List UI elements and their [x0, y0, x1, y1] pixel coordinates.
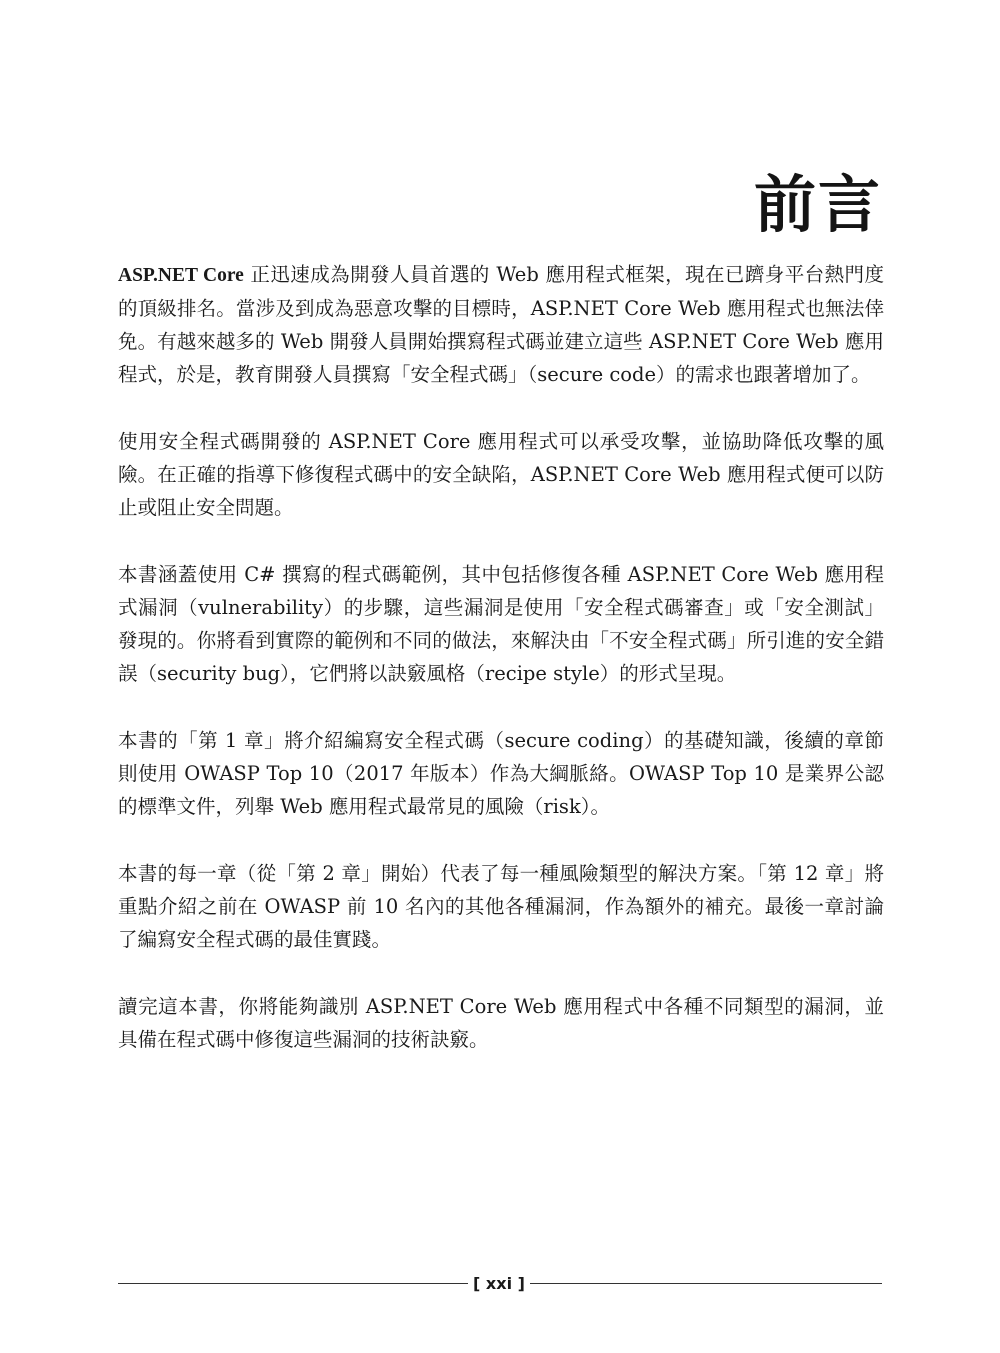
paragraph-1-text: 正迅速成為開發人員首選的 Web 應用程式框架，現在已躋身平台熱門度的頂級排名。當涉及到成為惡意攻擊的目標時，ASP.NET Core Web 應用程式也無法倖免。有越來越多的 Web 開發人員開始撰寫程式碼並建立這些 ASP.NET Core Web 應用程式，於是，教育開發人員撰寫「安全程式碼」（secure code）的需求也跟著增加了。 [118, 263, 884, 386]
page-number: [ xxi ] [473, 1274, 525, 1293]
paragraph-5: 本書的每一章（從「第 2 章」開始）代表了每一種風險類型的解決方案。「第 12 章」將重點介紹之前在 OWASP 前 10 名內的其他各種漏洞，作為額外的補充。最後一章討論了編寫安全程式碼的最佳實踐。 [118, 862, 884, 951]
page-footer [118, 1272, 882, 1296]
body-text [118, 258, 884, 1090]
paragraph-lead-bold: ASP.NET Core [118, 265, 244, 286]
paragraph-6: 讀完這本書，你將能夠識別 ASP.NET Core Web 應用程式中各種不同類型的漏洞，並具備在程式碼中修復這些漏洞的技術訣竅。 [118, 995, 884, 1051]
paragraph-1 [118, 258, 884, 391]
footer-rule-left [118, 1283, 468, 1284]
page-title: 前言 [753, 168, 882, 241]
paragraph-2: 使用安全程式碼開發的 ASP.NET Core 應用程式可以承受攻擊，並協助降低攻擊的風險。在正確的指導下修復程式碼中的安全缺陷，ASP.NET Core Web 應用程式便可以防止或阻止安全問題。 [118, 430, 884, 519]
paragraph-3: 本書涵蓋使用 C# 撰寫的程式碼範例，其中包括修復各種 ASP.NET Core Web 應用程式漏洞（vulnerability）的步驟，這些漏洞是使用「安全程式碼審查」或「安全測試」發現的。你將看到實際的範例和不同的做法，來解決由「不安全程式碼」所引進的安全錯誤（security bug），它們將以訣竅風格（recipe style）的形式呈現。 [118, 563, 884, 685]
footer-rule-right [530, 1283, 882, 1284]
paragraph-4: 本書的「第 1 章」將介紹編寫安全程式碼（secure coding）的基礎知識，後續的章節則使用 OWASP Top 10（2017 年版本）作為大綱脈絡。OWASP Top 10 是業界公認的標準文件，列舉 Web 應用程式最常見的風險（risk）。 [118, 729, 884, 818]
